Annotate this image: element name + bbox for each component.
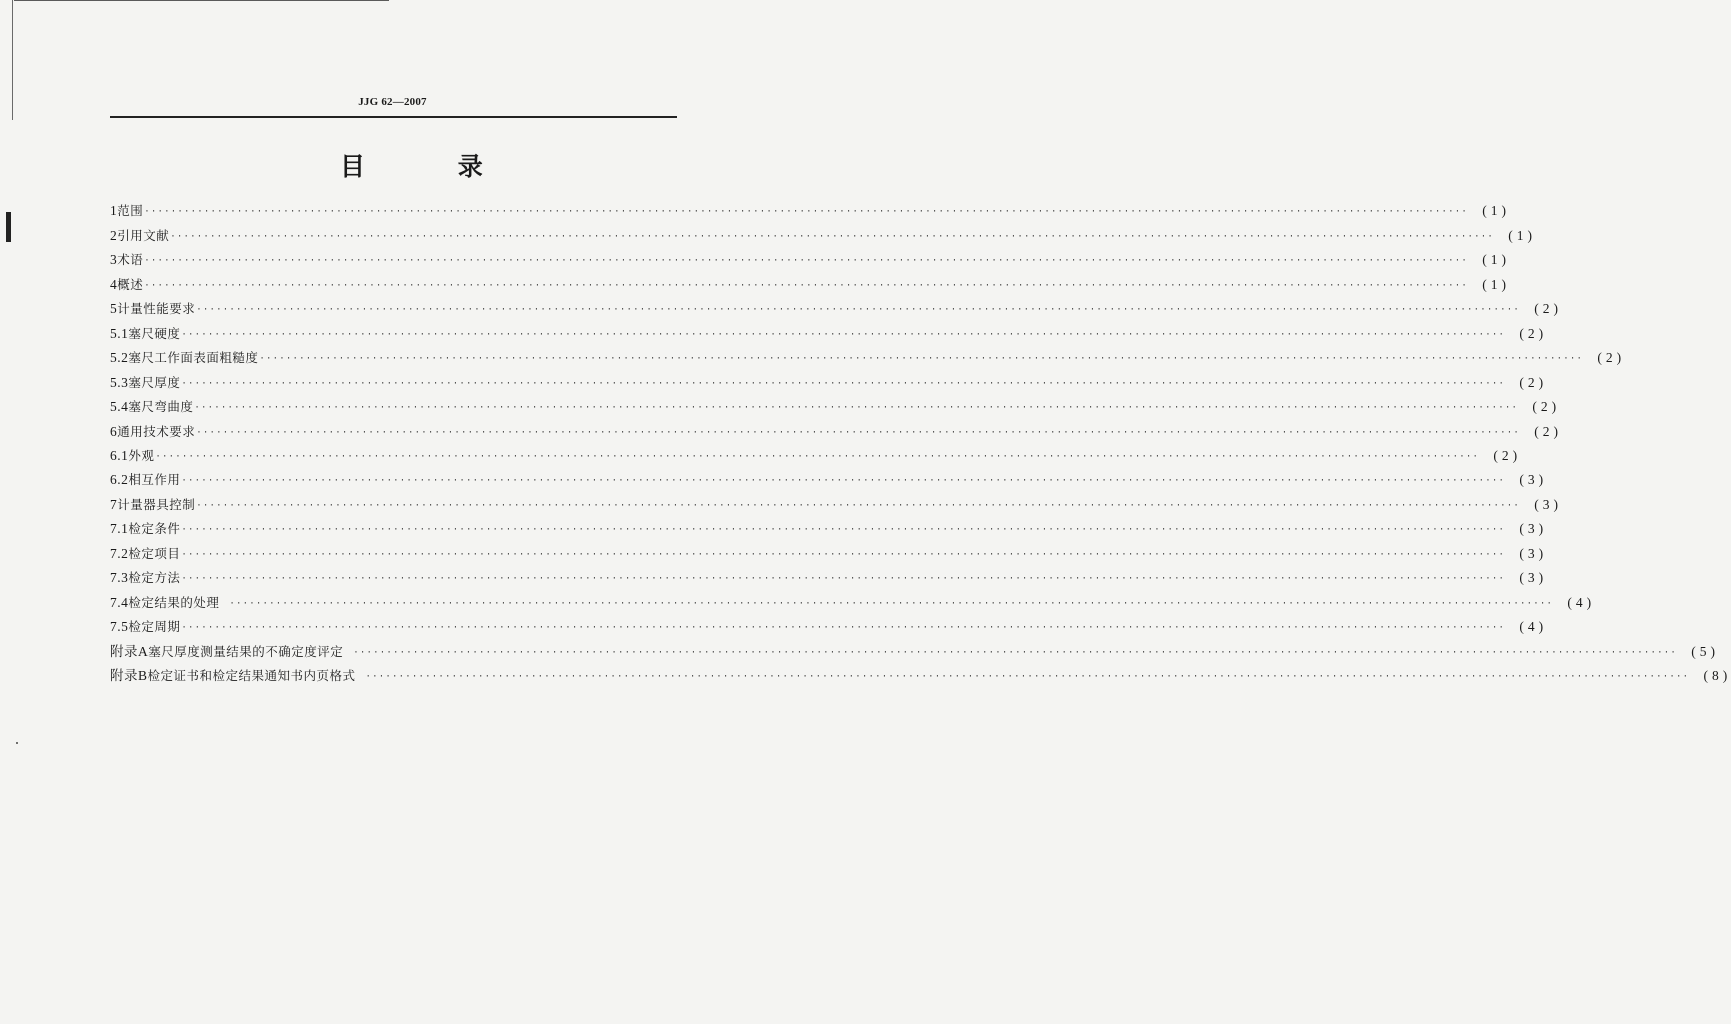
dot-leader: ········································································································································································································ bbox=[181, 623, 1506, 633]
toc-entry-page: (3) bbox=[1519, 521, 1548, 536]
toc-entry-number: 7.4 bbox=[110, 595, 129, 610]
toc-entry-page: (1) bbox=[1482, 277, 1510, 292]
toc-entry-page: (3) bbox=[1519, 546, 1548, 561]
dot-leader: ········································································································································································································ bbox=[181, 379, 1506, 389]
toc-entry-title: 检定结果的处理 bbox=[128, 595, 220, 610]
toc-entry-number: 附录A bbox=[110, 644, 149, 659]
toc-entry-title: 范围 bbox=[117, 203, 144, 218]
toc-entry[interactable] bbox=[110, 618, 1548, 636]
toc-entry[interactable] bbox=[110, 667, 1731, 685]
toc-entry-page: (2) bbox=[1519, 375, 1548, 390]
toc-entry-title: 塞尺厚度 bbox=[128, 375, 181, 390]
dot-leader: ········································································································································································································ bbox=[259, 354, 1584, 364]
scan-edge-left bbox=[12, 0, 13, 120]
toc-entry-page: (1) bbox=[1508, 228, 1536, 243]
toc-entry-title: 检定证书和检定结果通知书内页格式 bbox=[147, 668, 356, 683]
toc-entry[interactable] bbox=[110, 398, 1561, 416]
scan-artifact-dot bbox=[16, 742, 18, 744]
dot-leader: ········································································································································································································ bbox=[144, 281, 1468, 291]
page-title: 目 录 bbox=[340, 152, 525, 181]
toc-entry[interactable] bbox=[110, 545, 1548, 563]
toc-entry-title: 引用文献 bbox=[117, 228, 170, 243]
toc-entry-title: 概述 bbox=[117, 277, 144, 292]
toc-entry-title: 外观 bbox=[128, 448, 155, 463]
dot-leader: ········································································································································································································ bbox=[181, 550, 1506, 560]
dot-leader: ········································································································································································································ bbox=[181, 476, 1506, 486]
toc-entry-number: 7.3 bbox=[110, 570, 129, 585]
toc-entry-number: 5.1 bbox=[110, 326, 129, 341]
toc-entry-number: 7.1 bbox=[110, 521, 129, 536]
toc-entry[interactable] bbox=[110, 447, 1522, 465]
dot-leader: ········································································································································································································ bbox=[170, 232, 1494, 242]
scan-artifact-mark bbox=[6, 212, 11, 242]
toc-entry-title: 塞尺硬度 bbox=[128, 326, 181, 341]
toc-entry[interactable] bbox=[110, 374, 1548, 392]
toc-entry[interactable] bbox=[110, 227, 1536, 245]
dot-leader: ········································································································································································································ bbox=[144, 207, 1468, 217]
toc-entry[interactable] bbox=[110, 276, 1510, 294]
dot-leader: ········································································································································································································ bbox=[196, 305, 1520, 315]
toc-entry-page: (2) bbox=[1493, 448, 1522, 463]
dot-leader: ········································································································································································································ bbox=[229, 599, 1554, 609]
toc-entry-number: 3 bbox=[110, 252, 118, 267]
toc-entry-page: (3) bbox=[1534, 497, 1562, 512]
dot-leader: ········································································································································································································ bbox=[181, 574, 1506, 584]
toc-entry[interactable] bbox=[110, 643, 1719, 661]
toc-entry-page: (3) bbox=[1519, 570, 1548, 585]
toc-entry-title: 检定方法 bbox=[128, 570, 181, 585]
toc-entry-page: (2) bbox=[1519, 326, 1548, 341]
toc-entry-title: 计量性能要求 bbox=[117, 301, 196, 316]
dot-leader: ········································································································································································································ bbox=[353, 648, 1677, 658]
toc-entry-number: 2 bbox=[110, 228, 118, 243]
toc-entry[interactable] bbox=[110, 325, 1548, 343]
toc-entry[interactable] bbox=[110, 569, 1548, 587]
toc-entry[interactable] bbox=[110, 251, 1510, 269]
toc-entry[interactable] bbox=[110, 300, 1562, 318]
dot-leader: ········································································································································································································ bbox=[181, 525, 1506, 535]
toc-entry-page: (2) bbox=[1534, 301, 1562, 316]
toc-entry-number: 5.2 bbox=[110, 350, 129, 365]
toc-entry-number: 1 bbox=[110, 203, 118, 218]
header-rule bbox=[110, 116, 677, 118]
toc-entry-title: 计量器具控制 bbox=[117, 497, 196, 512]
toc-entry-number: 7.2 bbox=[110, 546, 129, 561]
dot-leader: ········································································································································································································ bbox=[194, 403, 1519, 413]
toc-entry-number: 5.3 bbox=[110, 375, 129, 390]
toc-entry-page: (4) bbox=[1567, 595, 1596, 610]
toc-entry-number: 7.5 bbox=[110, 619, 129, 634]
toc-entry-page: (4) bbox=[1519, 619, 1548, 634]
dot-leader: ········································································································································································································ bbox=[196, 501, 1520, 511]
toc-entry-title: 检定条件 bbox=[128, 521, 181, 536]
scan-edge-top bbox=[14, 0, 389, 1]
dot-leader: ········································································································································································································ bbox=[144, 256, 1468, 266]
toc-entry-page: (2) bbox=[1532, 399, 1561, 414]
toc-entry[interactable] bbox=[110, 471, 1548, 489]
toc-entry-title: 塞尺弯曲度 bbox=[128, 399, 194, 414]
toc-entry-title: 通用技术要求 bbox=[117, 424, 196, 439]
toc-entry-page: (3) bbox=[1519, 472, 1548, 487]
toc-entry-number: 附录B bbox=[110, 668, 148, 683]
toc-entry-title: 检定项目 bbox=[128, 546, 181, 561]
dot-leader: ········································································································································································································ bbox=[155, 452, 1480, 462]
toc-entry-number: 5.4 bbox=[110, 399, 129, 414]
toc-entry-number: 6 bbox=[110, 424, 118, 439]
toc-entry-page: (1) bbox=[1482, 252, 1510, 267]
toc-entry-title: 塞尺厚度测量结果的不确定度评定 bbox=[148, 644, 344, 659]
toc-entry[interactable] bbox=[110, 520, 1548, 538]
toc-entry-page: (2) bbox=[1597, 350, 1626, 365]
toc-entry[interactable] bbox=[110, 423, 1562, 441]
toc-entry[interactable] bbox=[110, 594, 1596, 612]
toc-entry-number: 7 bbox=[110, 497, 118, 512]
toc-entry-number: 6.1 bbox=[110, 448, 129, 463]
toc-entry-title: 相互作用 bbox=[128, 472, 181, 487]
toc-entry-title: 术语 bbox=[117, 252, 144, 267]
toc-entry-title: 检定周期 bbox=[128, 619, 181, 634]
toc-entry[interactable] bbox=[110, 496, 1562, 514]
toc-entry-number: 5 bbox=[110, 301, 118, 316]
toc-entry-page: (8) bbox=[1703, 668, 1731, 683]
dot-leader: ········································································································································································································ bbox=[196, 428, 1520, 438]
toc-entry-page: (5) bbox=[1691, 644, 1719, 659]
dot-leader: ········································································································································································································ bbox=[365, 672, 1690, 682]
dot-leader: ········································································································································································································ bbox=[181, 330, 1506, 340]
toc-entry-page: (1) bbox=[1482, 203, 1510, 218]
toc-entry[interactable] bbox=[110, 202, 1510, 220]
toc-entry-number: 4 bbox=[110, 277, 118, 292]
toc-entry[interactable] bbox=[110, 349, 1626, 367]
document-code-header: JJG 62—2007 bbox=[358, 96, 427, 108]
toc-entry-title: 塞尺工作面表面粗糙度 bbox=[128, 350, 259, 365]
toc-entry-page: (2) bbox=[1534, 424, 1562, 439]
toc-entry-number: 6.2 bbox=[110, 472, 129, 487]
